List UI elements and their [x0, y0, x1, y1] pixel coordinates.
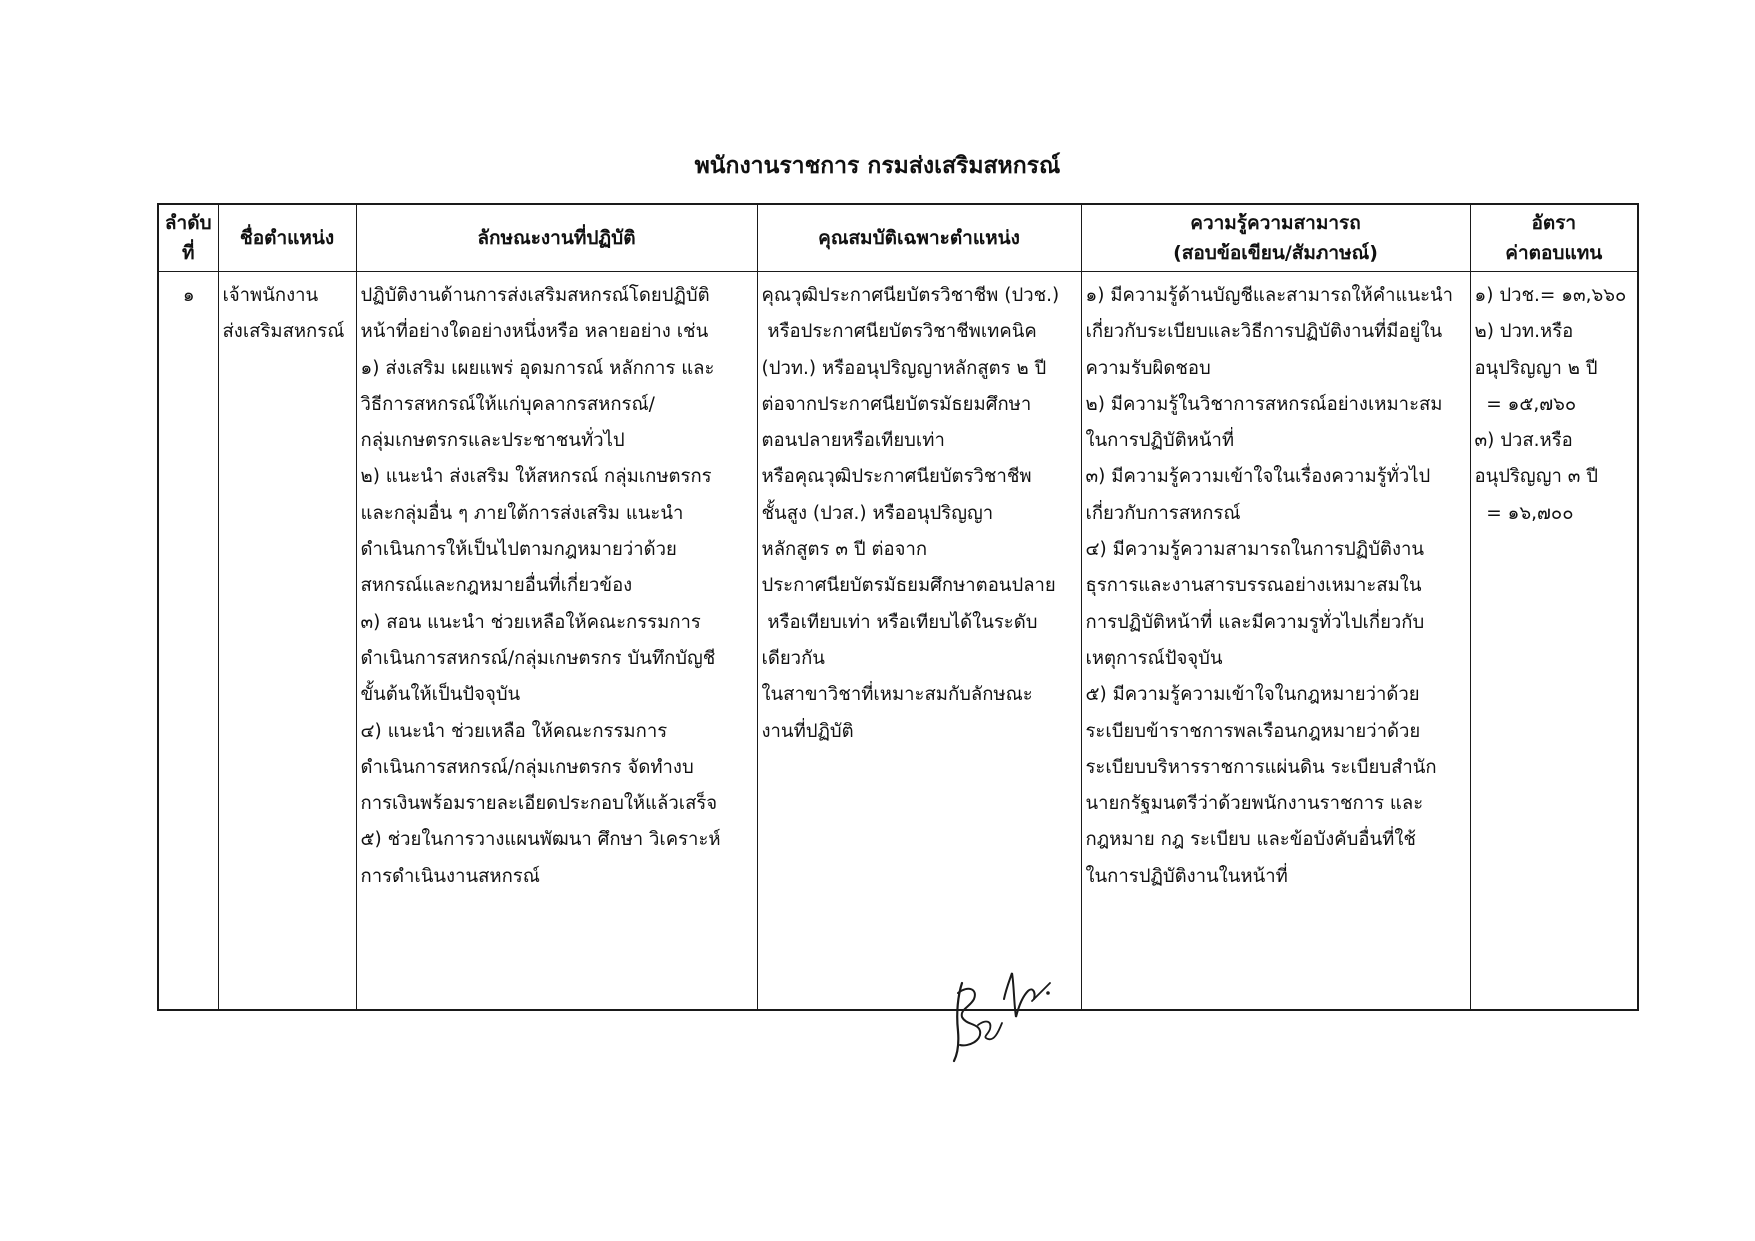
header-position [218, 204, 356, 272]
text-line: ต่อจากประกาศนียบัตรมัธยมศึกษา [761, 393, 1032, 415]
text-line: สหกรณ์และกฎหมายอื่นที่เกี่ยวข้อง [360, 575, 633, 597]
text-line: ๒) แนะนำ ส่งเสริม ให้สหกรณ์ กลุ่มเกษตรกร [360, 466, 712, 488]
text-line: ประกาศนียบัตรมัธยมศึกษาตอนปลาย [761, 575, 1056, 597]
text-line: วิธีการสหกรณ์ให้แก่บุคลากรสหกรณ์/ [360, 393, 655, 415]
text-line: ธุรการและงานสารบรรณอย่างเหมาะสมใน [1085, 575, 1422, 597]
header-duties [356, 204, 757, 272]
text-line: ๑) ส่งเสริม เผยแพร่ อุดมการณ์ หลักการ และ [360, 357, 715, 379]
text-line: (สอบข้อเขียน/สัมภาษณ์) [1173, 242, 1378, 264]
text-line: = ๑๖,๗๐๐ [1474, 502, 1574, 524]
text-line: ตอนปลายหรือเทียบเท่า [761, 430, 945, 452]
text-line: คุณวุฒิประกาศนียบัตรวิชาชีพ (ปวช.) [761, 285, 1060, 306]
text-line: คุณสมบัติเฉพาะตำแหน่ง [818, 227, 1020, 249]
text-line: ๒) ปวท.หรือ [1474, 321, 1574, 343]
text-line: กลุ่มเกษตรกรและประชาชนทั่วไป [360, 430, 625, 452]
text-line: อนุปริญญา ๒ ปี [1474, 357, 1598, 379]
text-line: หรือคุณวุฒิประกาศนียบัตรวิชาชีพ [761, 466, 1032, 488]
text-line: งานที่ปฏิบัติ [761, 720, 854, 742]
position-table [157, 203, 1639, 1011]
text-line: การเงินพร้อมรายละเอียดประกอบให้แล้วเสร็จ [360, 793, 718, 815]
text-line: ลำดับ [164, 212, 212, 234]
text-line: ๔) มีความรู้ความสามารถในการปฏิบัติงาน [1085, 539, 1425, 561]
text-line: เหตุการณ์ปัจจุบัน [1085, 647, 1223, 669]
text-line: ลักษณะงานที่ปฏิบัติ [477, 227, 636, 249]
text-line: ดำเนินการให้เป็นไปตามกฎหมายว่าด้วย [360, 539, 677, 561]
text-line: ในสาขาวิชาที่เหมาะสมกับลักษณะ [761, 684, 1033, 706]
text-line: อัตรา [1531, 212, 1577, 234]
text-line: การปฏิบัติหน้าที่ และมีความรูทั่วไปเกี่ยวกับ [1085, 611, 1425, 633]
text-line: ๓) สอน แนะนำ ช่วยเหลือให้คณะกรรมการ [360, 611, 701, 633]
cell-knowledge [1081, 272, 1470, 1011]
text-line: ปฏิบัติงานด้านการส่งเสริมสหกรณ์โดยปฏิบัติ [360, 285, 710, 306]
text-line: ชั้นสูง (ปวส.) หรืออนุปริญญา [761, 502, 994, 524]
text-line: ส่งเสริมสหกรณ์ [222, 321, 345, 343]
header-knowledge [1081, 204, 1470, 272]
text-line: กฎหมาย กฎ ระเบียบ และข้อบังคับอื่นที่ใช้ [1085, 829, 1416, 851]
text-line: ๓) ปวส.หรือ [1474, 430, 1573, 452]
cell-qualifications [757, 272, 1081, 1011]
text-line: การดำเนินงานสหกรณ์ [360, 865, 540, 887]
text-line: ในการปฏิบัติหน้าที่ [1085, 430, 1235, 452]
text-line: เดียวกัน [761, 647, 825, 669]
text-line: ชื่อตำแหน่ง [239, 227, 335, 249]
text-line: ความรับผิดชอบ [1085, 357, 1211, 379]
text-line: ความรู้ความสามารถ [1190, 212, 1361, 234]
header-seq [158, 204, 218, 272]
page-title: พนักงานราชการ กรมส่งเสริมสหกรณ์ [694, 153, 1061, 179]
text-line: ระเบียบข้าราชการพลเรือนกฎหมายว่าด้วย [1085, 720, 1421, 742]
text-line: หน้าที่อย่างใดอย่างหนึ่งหรือ หลายอย่าง เช่น [360, 321, 709, 343]
text-line: หรือเทียบเท่า หรือเทียบได้ในระดับ [761, 611, 1038, 633]
text-line: ในการปฏิบัติงานในหน้าที่ [1085, 865, 1288, 887]
text-line: นายกรัฐมนตรีว่าด้วยพนักงานราชการ และ [1085, 793, 1424, 815]
text-line: ๑) ปวช.= ๑๓,๖๖๐ [1474, 285, 1627, 306]
text-line: ๔) แนะนำ ช่วยเหลือ ให้คณะกรรมการ [360, 720, 668, 742]
text-line: หรือประกาศนียบัตรวิชาชีพเทคนิค [761, 321, 1037, 343]
text-line: ๑) มีความรู้ด้านบัญชีและสามารถให้คำแนะนำ [1085, 285, 1454, 306]
text-line: หลักสูตร ๓ ปี ต่อจาก [761, 539, 928, 561]
header-qualifications [757, 204, 1081, 272]
cell-compensation [1470, 272, 1638, 1011]
text-line: ค่าตอบแทน [1505, 242, 1603, 264]
text-line: ที่ [181, 242, 195, 264]
table-row [158, 272, 1638, 1011]
text-line: = ๑๕,๗๖๐ [1474, 393, 1577, 415]
text-line: เจ้าพนักงาน [222, 285, 319, 306]
text-line: ๕) ช่วยในการวางแผนพัฒนา ศึกษา วิเคราะห์ [360, 829, 721, 851]
text-line: ดำเนินการสหกรณ์/กลุ่มเกษตรกร จัดทำงบ [360, 756, 694, 778]
cell-position [218, 272, 356, 1011]
text-line: ระเบียบบริหารราชการแผ่นดิน ระเบียบสำนัก [1085, 756, 1437, 778]
text-line: ขั้นต้นให้เป็นปัจจุบัน [360, 684, 521, 706]
text-line: (ปวท.) หรืออนุปริญญาหลักสูตร ๒ ปี [761, 357, 1047, 379]
table-header-row [158, 204, 1638, 272]
text-line: และกลุ่มอื่น ๆ ภายใต้การส่งเสริม แนะนำ [360, 502, 684, 524]
text-line: ๓) มีความรู้ความเข้าใจในเรื่องความรู้ทั่วไป [1085, 466, 1431, 488]
text-line: เกี่ยวกับการสหกรณ์ [1085, 502, 1241, 524]
text-line: ๒) มีความรู้ในวิชาการสหกรณ์อย่างเหมาะสม [1085, 393, 1443, 415]
text-line: อนุปริญญา ๓ ปี [1474, 466, 1599, 488]
header-compensation [1470, 204, 1638, 272]
cell-duties [356, 272, 757, 1011]
cell-seq: ๑ [158, 272, 218, 1011]
text-line: ดำเนินการสหกรณ์/กลุ่มเกษตรกร บันทึกบัญชี [360, 647, 716, 669]
text-line: เกี่ยวกับระเบียบและวิธีการปฏิบัติงานที่มีอยู่ใน [1085, 321, 1443, 343]
signature-mark [944, 965, 1056, 1065]
text-line: ๕) มีความรู้ความเข้าใจในกฎหมายว่าด้วย [1085, 684, 1420, 706]
